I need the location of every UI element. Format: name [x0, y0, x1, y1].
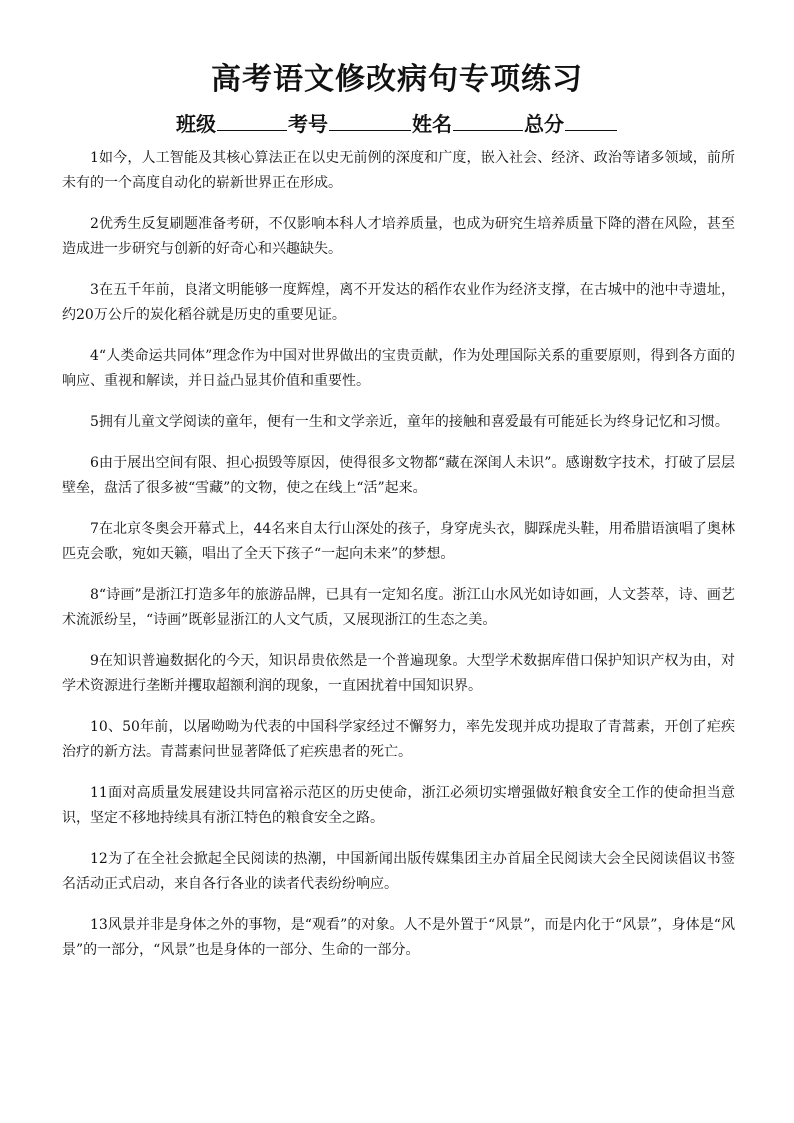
class-label: 班级: [176, 112, 216, 136]
question-item: 9在知识普遍数据化的今天，知识昂贵依然是一个普遍现象。大型学术数据库借口保护知识产权为由，对学术资源进行垄断并攫取超额利润的现象，一直困扰着中国知识界。: [62, 653, 735, 694]
question-item: 11面对高质量发展建设共同富裕示范区的历史使命，浙江必须切实增强做好粮食安全工作的使命担当意识，坚定不移地持续具有浙江特色的粮食安全之路。: [62, 785, 735, 826]
question-item: 5拥有儿童文学阅读的童年，便有一生和文学亲近，童年的接触和喜爱最有可能延长为终身记忆和习惯。: [90, 414, 729, 430]
score-label: 总分: [524, 112, 564, 136]
score-blank: [565, 110, 617, 131]
question-item: 7在北京冬奥会开幕式上，44名来自太行山深处的孩子，身穿虎头衣，脚踩虎头鞋，用希腊语演唱了奥林匹克会歌，宛如天籁，唱出了全天下孩子“一起向未来”的梦想。: [62, 521, 735, 562]
question-list: [62, 146, 735, 979]
question-item: 4“人类命运共同体”理念作为中国对世界做出的宝贵贡献，作为处理国际关系的重要原则，得到各方面的响应、重视和解读，并日益凸显其价值和重要性。: [62, 348, 735, 389]
question-item: 10、50年前，以屠呦呦为代表的中国科学家经过不懈努力，率先发现并成功提取了青蒿素，开创了疟疾治疗的新方法。青蒿素问世显著降低了疟疾患者的死亡。: [62, 719, 735, 760]
question-item: 13风景并非是身体之外的事物，是“观看”的对象。人不是外置于“风景”，而是内化于“风景”，身体是“风景”的一部分，“风景”也是身体的一部分、生命的一部分。: [62, 917, 735, 958]
number-blank: [329, 110, 411, 131]
question-item: 3在五千年前，良渚文明能够一度辉煌，离不开发达的稻作农业作为经济支撑，在古城中的池中寺遗址，约20万公斤的炭化稻谷就是历史的重要见证。: [62, 282, 735, 323]
question-item: 6由于展出空间有限、担心损毁等原因，使得很多文物都“藏在深闺人未识”。感谢数字技术，打破了层层壁垒，盘活了很多被“雪藏”的文物，使之在线上“活”起来。: [62, 455, 735, 496]
page-title: 高考语文修改病句专项练习: [211, 62, 583, 97]
question-item: 1如今，人工智能及其核心算法正在以史无前例的深度和广度，嵌入社会、经济、政治等诸多领域，前所未有的一个高度自动化的崭新世界正在形成。: [62, 150, 735, 191]
question-item: 2优秀生反复刷题准备考研，不仅影响本科人才培养质量，也成为研究生培养质量下降的潜在风险，甚至造成进一步研究与创新的好奇心和兴趣缺失。: [62, 216, 735, 257]
name-blank: [453, 110, 523, 131]
number-label: 考号: [288, 112, 328, 136]
student-info-row: [0, 110, 794, 138]
class-blank: [217, 110, 287, 131]
name-label: 姓名: [412, 112, 452, 136]
question-item: 12为了在全社会掀起全民阅读的热潮，中国新闻出版传媒集团主办首届全民阅读大会全民阅读倡议书签名活动正式启动，来自各行各业的读者代表纷纷响应。: [62, 851, 735, 892]
question-item: 8“诗画”是浙江打造多年的旅游品牌，已具有一定知名度。浙江山水风光如诗如画，人文荟萃，诗、画艺术流派纷呈，“诗画”既彰显浙江的人文气质，又展现浙江的生态之美。: [62, 587, 735, 628]
